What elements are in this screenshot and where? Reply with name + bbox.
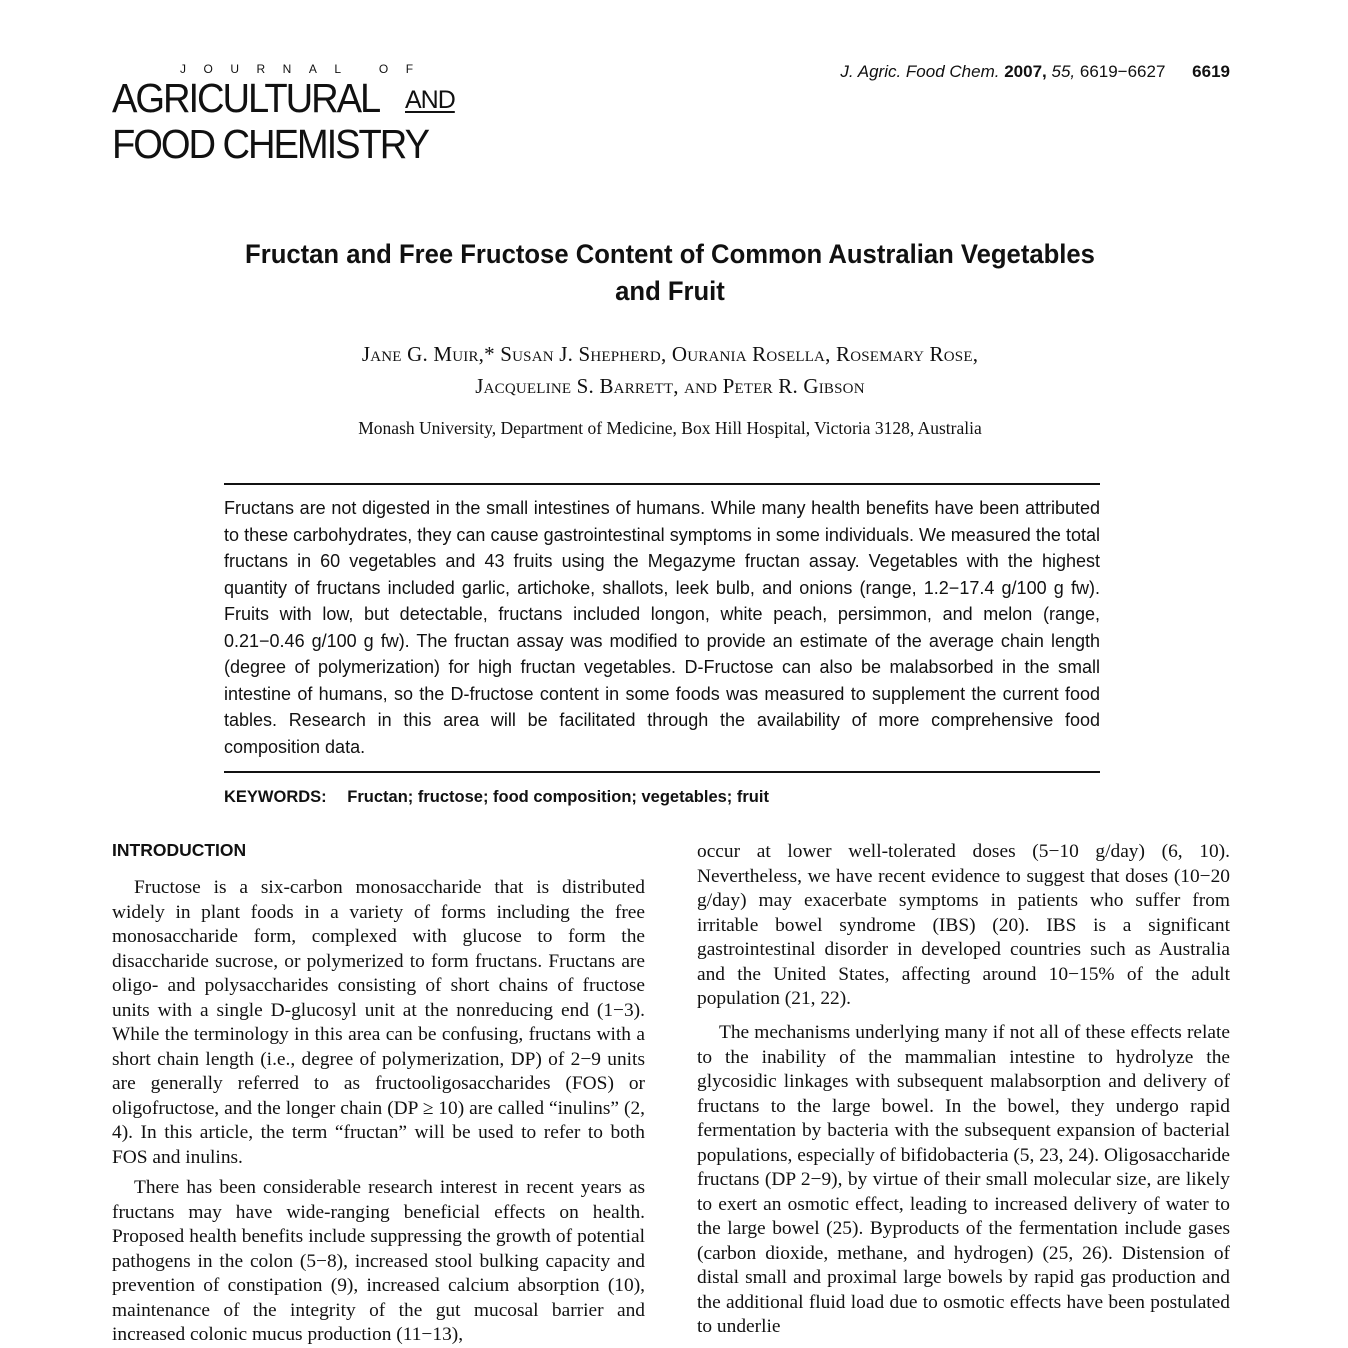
paragraph: occur at lower well-tolerated doses (5−10 g/day) (6, 10). Nevertheless, we have recent evidence to suggest that doses (10−20 g/day) may exacerbate symptoms in patients who suffer from irritable bowel syndrome (IBS) (20). IBS is a significant gastrointestinal disorder in developed countries such as Australia and the United States, affecting around 10−15% of the adult population (21, 22).	[697, 841, 1230, 1009]
article-title: Fructan and Free Fructose Content of Common Australian Vegetables and Fruit	[245, 239, 1095, 306]
abstract-top-rule	[224, 483, 1100, 485]
logo-line-agricultural: AGRICULTURAL	[112, 75, 380, 121]
citation	[840, 62, 1230, 82]
page-number: 6619	[1192, 62, 1230, 81]
affiliation: Monash University, Department of Medicine, Box Hill Hospital, Victoria 3128, Australia	[358, 418, 982, 438]
section-heading-introduction: INTRODUCTION	[112, 840, 247, 860]
citation-volume: 55,	[1051, 62, 1076, 81]
logo-journal-of: JOURNAL OF	[180, 62, 431, 76]
citation-pages: 6619−6627	[1079, 62, 1166, 81]
authors	[160, 338, 1180, 402]
citation-journal: J. Agric. Food Chem.	[840, 62, 1000, 81]
keywords-label: KEYWORDS:	[224, 788, 327, 806]
paragraph: Fructose is a six-carbon monosaccharide that is distributed widely in plant foods in a variety of forms including the free monosaccharide form, complexed with glucose to form the disaccharide sucrose, or polymerized to form fructans. Fructans are oligo- and polysaccharides consisting of short chains of fructose units with a single D-glucosyl unit at the nonreducing end (1−3). While the terminology in this area can be confusing, fructans with a short chain length (i.e., degree of polymerization, DP) of 2−9 units are generally referred to as fructooligosaccharides (FOS) or oligofructose, and the longer chain (DP ≥ 10) are called “inulins” (2, 4). In this article, the term “fructan” will be used to refer to both FOS and inulins.	[112, 877, 645, 1168]
authors-line-2: Jacqueline S. Barrett, and Peter R. Gibson	[475, 374, 865, 398]
abstract: Fructans are not digested in the small intestines of humans. While many health benefits have been attributed to these carbohydrates, they can cause gastrointestinal symptoms in some individuals. We measured the total fructans in 60 vegetables and 43 fruits using the Megazyme fructan assay. Vegetables with the highest quantity of fructans included garlic, artichoke, shallots, leek bulb, and onions (range, 1.2−17.4 g/100 g fw). Fruits with low, but detectable, fructans included longon, white peach, persimmon, and melon (range, 0.21−0.46 g/100 g fw). The fructan assay was modified to provide an estimate of the average chain length (degree of polymerization) for high fructan vegetables. D-Fructose can also be malabsorbed in the small intestine of humans, so the D-fructose content in some foods was measured to supplement the current food tables. Research in this area will be facilitated through the availability of more comprehensive food composition data.	[224, 498, 1100, 757]
citation-year: 2007,	[1004, 62, 1047, 81]
abstract-bottom-rule	[224, 771, 1100, 773]
keywords	[224, 788, 769, 807]
authors-line-1: Jane G. Muir,* Susan J. Shepherd, Ourania Rosella, Rosemary Rose,	[361, 342, 979, 366]
logo-and: AND	[405, 86, 455, 114]
paragraph: The mechanisms underlying many if not all of these effects relate to the inability of the mammalian intestine to hydrolyze the glycosidic linkages with subsequent malabsorption and delivery of fructans to the large bowel. In the bowel, they undergo rapid fermentation by bacteria with the subsequent expansion of bacterial populations, especially of bifidobacteria (5, 23, 24). Oligosaccharide fructans (DP 2−9), by virtue of their small molecular size, are likely to exert an osmotic effect, leading to increased delivery of water to the large bowel (25). Byproducts of the fermentation include gases (carbon dioxide, methane, and hydrogen) (25, 26). Distension of distal small and proximal large bowels by rapid gas production and the additional fluid load due to osmotic effects have been postulated to underlie	[697, 1022, 1230, 1337]
keywords-list: Fructan; fructose; food composition; vegetables; fruit	[347, 788, 769, 806]
logo-line-food-chemistry: FOOD CHEMISTRY	[112, 121, 428, 167]
paragraph: There has been considerable research interest in recent years as fructans may have wide-ranging beneficial effects on health. Proposed health benefits include suppressing the growth of potential pathogens in the colon (5−8), increased stool bulking capacity and prevention of constipation (9), increased calcium absorption (10), maintenance of the integrity of the gut mucosal barrier and increased colonic mucus production (11−13),	[112, 1177, 645, 1345]
